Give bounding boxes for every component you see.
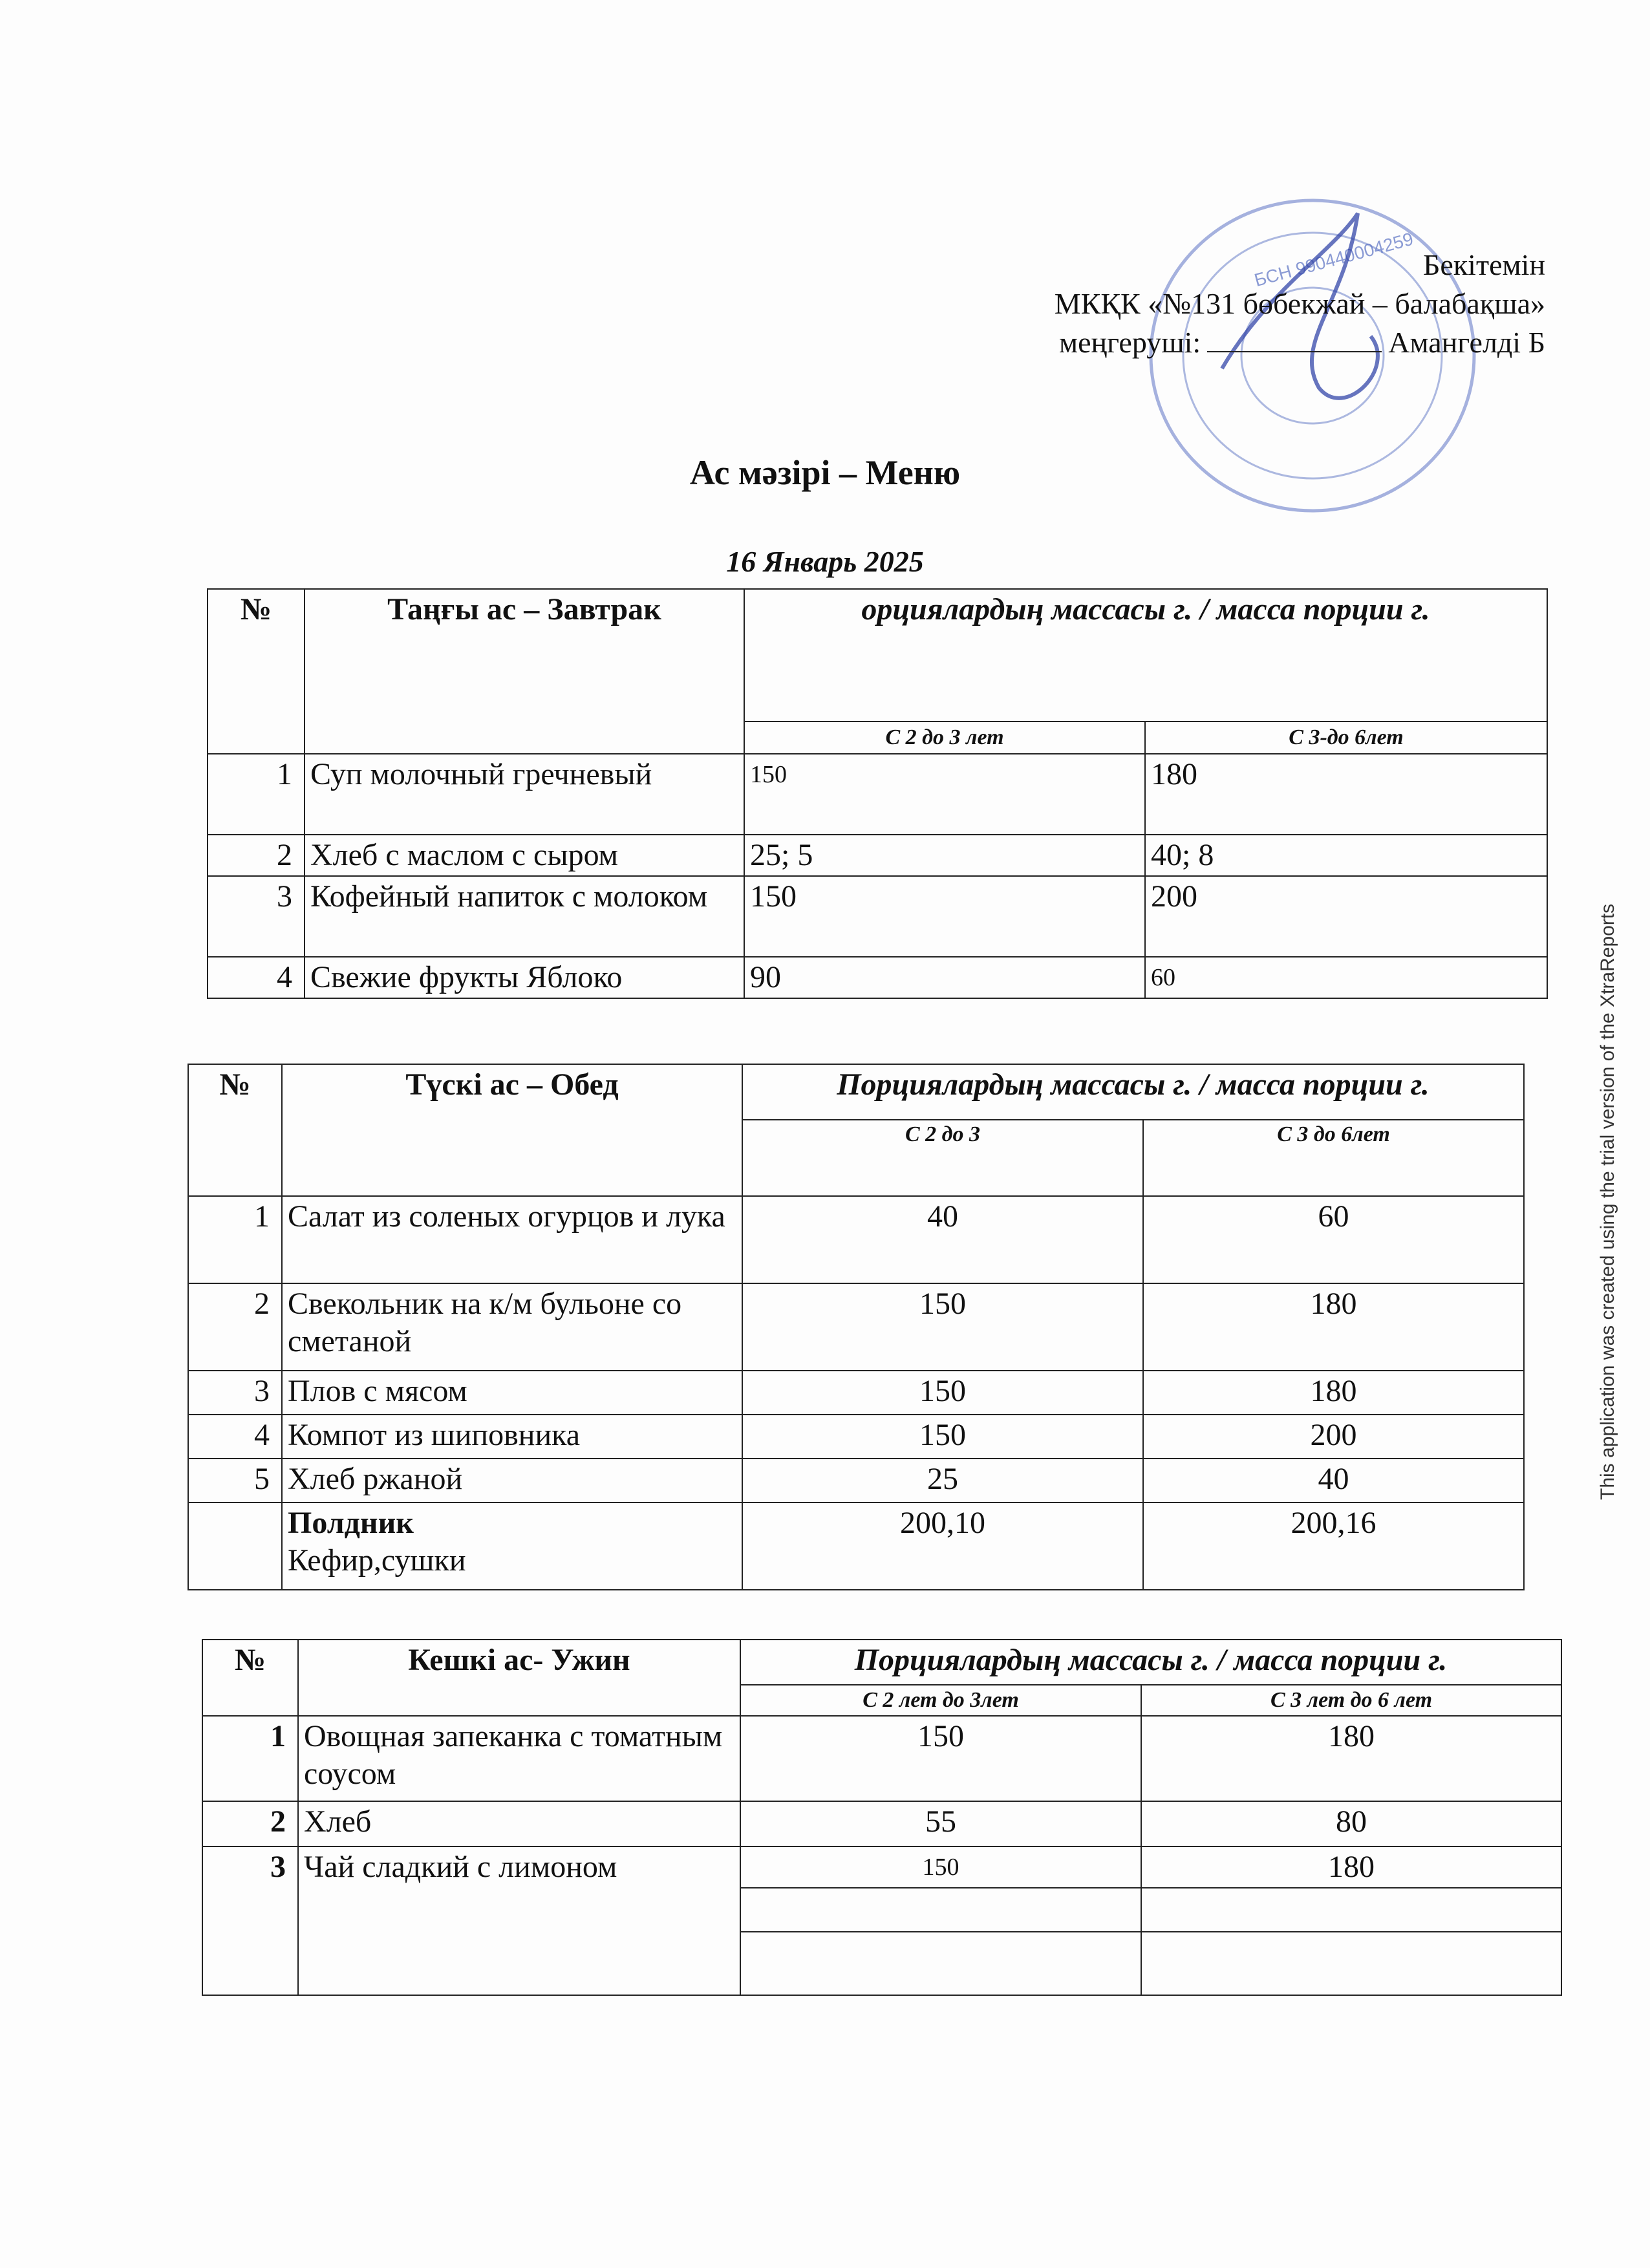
empty-cell — [1141, 1932, 1561, 1995]
dish-name: Хлеб с маслом с сыром — [305, 835, 744, 876]
table-row — [208, 754, 1547, 835]
header-number: № — [188, 1064, 282, 1196]
age-group-2: С 3-до 6лет — [1145, 722, 1547, 754]
breakfast-table — [207, 588, 1548, 999]
portion-small: 150 — [742, 1415, 1143, 1459]
portion-large: 200 — [1143, 1415, 1524, 1459]
lunch-table — [188, 1064, 1525, 1590]
dish-name: Чай сладкий с лимоном — [298, 1846, 740, 1995]
head-label: меңгеруші: — [1059, 326, 1201, 359]
trial-watermark — [1597, 821, 1636, 1500]
table-row — [208, 835, 1547, 876]
empty-cell — [740, 1932, 1141, 1995]
portion-large: 180 — [1141, 1846, 1561, 1888]
table-row — [208, 876, 1547, 957]
snack-title: Полдник — [288, 1506, 414, 1540]
menu-date: 16 Январь 2025 — [726, 545, 924, 578]
portion-small: 55 — [740, 1801, 1141, 1846]
portion-large: 180 — [1143, 1371, 1524, 1415]
header-breakfast: Таңғы ас – Завтрак — [305, 589, 744, 754]
empty-cell — [1141, 1888, 1561, 1932]
portion-large: 180 — [1141, 1716, 1561, 1801]
header-portion-mass: орциялардың массасы г. / масса порции г. — [744, 589, 1547, 722]
signature-line — [1207, 325, 1382, 352]
portion-large: 200,16 — [1143, 1503, 1524, 1590]
row-number: 3 — [188, 1371, 282, 1415]
portion-large: 180 — [1143, 1283, 1524, 1371]
dinner-table — [202, 1639, 1562, 1996]
portion-small: 150 — [740, 1846, 1141, 1888]
portion-large: 200 — [1145, 876, 1547, 957]
age-group-2: С 3 лет до 6 лет — [1141, 1685, 1561, 1716]
portion-large: 40 — [1143, 1459, 1524, 1503]
row-number: 1 — [208, 754, 305, 835]
approval-block — [1055, 246, 1545, 362]
dish-name: Хлеб — [298, 1801, 740, 1846]
dish-name: Компот из шиповника — [282, 1415, 742, 1459]
header-dinner: Кешкі ас- Ужин — [298, 1640, 740, 1716]
portion-small: 40 — [742, 1196, 1143, 1283]
portion-small: 150 — [744, 876, 1145, 957]
row-number: 4 — [188, 1415, 282, 1459]
table-row — [202, 1716, 1561, 1801]
table-row — [208, 957, 1547, 998]
head-name: Амангелді Б — [1388, 326, 1545, 359]
row-number: 4 — [208, 957, 305, 998]
header-number: № — [208, 589, 305, 754]
row-number: 1 — [188, 1196, 282, 1283]
dish-name: Суп молочный гречневый — [305, 754, 744, 835]
page-title: Ас мәзірі – Меню — [689, 453, 961, 492]
portion-large: 60 — [1145, 957, 1547, 998]
portion-small: 90 — [744, 957, 1145, 998]
portion-small: 25 — [742, 1459, 1143, 1503]
table-row — [188, 1371, 1524, 1415]
table-row — [188, 1459, 1524, 1503]
dish-name: Хлеб ржаной — [282, 1459, 742, 1503]
age-group-1: С 2 лет до 3лет — [740, 1685, 1141, 1716]
snack-cell — [282, 1503, 742, 1590]
table-row — [188, 1196, 1524, 1283]
snack-name: Кефир,сушки — [288, 1543, 466, 1578]
header-number: № — [202, 1640, 298, 1716]
portion-small: 200,10 — [742, 1503, 1143, 1590]
portion-small: 150 — [740, 1716, 1141, 1801]
portion-small: 150 — [744, 754, 1145, 835]
trial-watermark-text: This application was created using the trial version of the XtraReports — [1597, 903, 1618, 1500]
snack-row — [188, 1503, 1524, 1590]
header-portion-mass: Порциялардың массасы г. / масса порции г. — [740, 1640, 1561, 1685]
dish-name: Овощная запеканка с томатным соусом — [298, 1716, 740, 1801]
header-lunch: Түскі ас – Обед — [282, 1064, 742, 1196]
table-row — [188, 1283, 1524, 1371]
row-number: 2 — [202, 1801, 298, 1846]
dish-name: Плов с мясом — [282, 1371, 742, 1415]
row-number: 3 — [208, 876, 305, 957]
empty-cell — [740, 1888, 1141, 1932]
portion-large: 180 — [1145, 754, 1547, 835]
row-number-empty — [188, 1503, 282, 1590]
row-number: 2 — [188, 1283, 282, 1371]
portion-small: 25; 5 — [744, 835, 1145, 876]
portion-small: 150 — [742, 1283, 1143, 1371]
dish-name: Свежие фрукты Яблоко — [305, 957, 744, 998]
portion-small: 150 — [742, 1371, 1143, 1415]
portion-large: 40; 8 — [1145, 835, 1547, 876]
dish-name: Свекольник на к/м бульоне со сметаной — [282, 1283, 742, 1371]
table-row — [202, 1846, 1561, 1888]
age-group-1: С 2 до 3 — [742, 1120, 1143, 1196]
stamp-bin-text: БСН 990440004259 — [1252, 228, 1416, 291]
age-group-1: С 2 до 3 лет — [744, 722, 1145, 754]
table-row — [188, 1415, 1524, 1459]
table-row — [202, 1801, 1561, 1846]
header-portion-mass: Порциялардың массасы г. / масса порции г. — [742, 1064, 1524, 1120]
approval-line-3 — [1055, 323, 1545, 362]
age-group-2: С 3 до 6лет — [1143, 1120, 1524, 1196]
portion-large: 60 — [1143, 1196, 1524, 1283]
portion-large: 80 — [1141, 1801, 1561, 1846]
approval-line-2: МКҚК «№131 бөбекжай – балабақша» — [1054, 287, 1545, 320]
dish-name: Кофейный напиток с молоком — [305, 876, 744, 957]
row-number: 2 — [208, 835, 305, 876]
row-number: 1 — [202, 1716, 298, 1801]
row-number: 3 — [202, 1846, 298, 1995]
row-number: 5 — [188, 1459, 282, 1503]
approval-line-1: Бекітемін — [1423, 248, 1545, 281]
dish-name: Салат из соленых огурцов и лука — [282, 1196, 742, 1283]
